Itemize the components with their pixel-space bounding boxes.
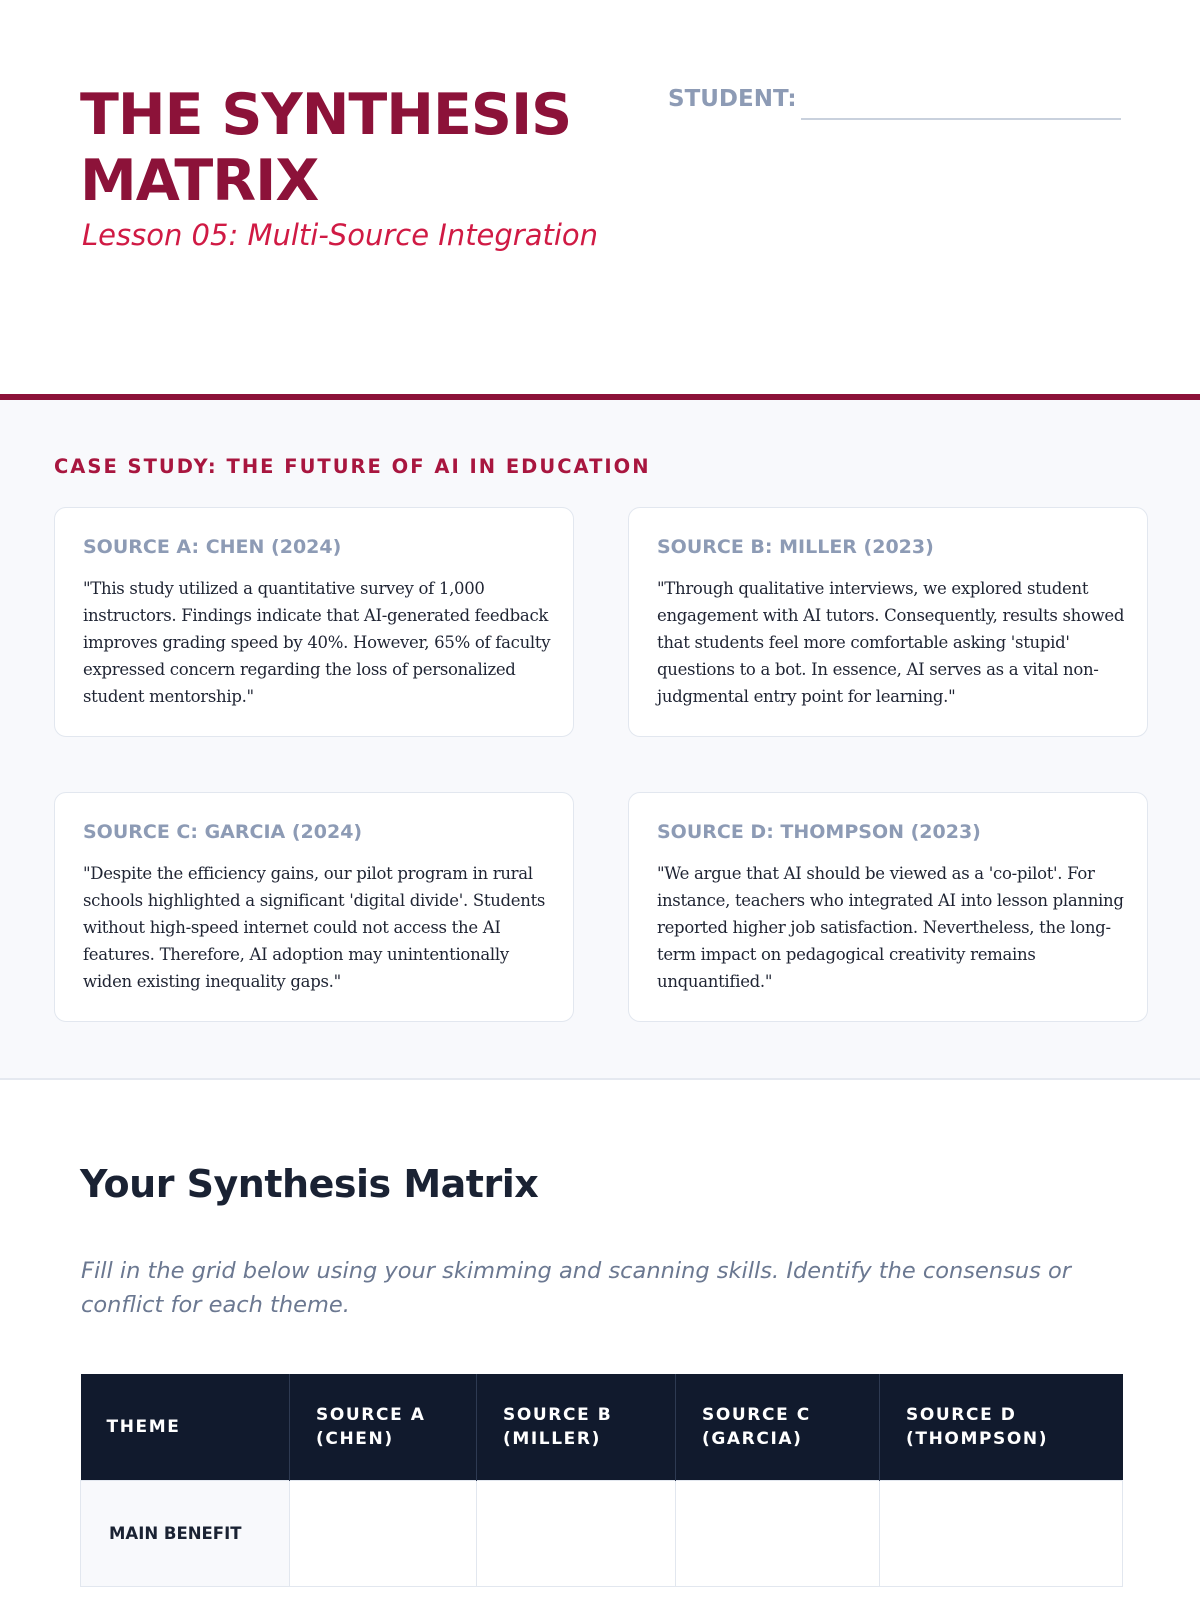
column-header-theme: THEME [81,1374,290,1480]
matrix-input-cell[interactable] [477,1480,676,1586]
source-card-quote: "We argue that AI should be viewed as a 'co-pilot'. For instance, teachers who integrated AI into lesson planning reported higher job satisfaction. Nevertheless, the long-term impact on pedagogical creativity remains unquantified." [657,864,1124,991]
source-card-c [54,792,574,1022]
matrix-instructions: Fill in the grid below using your skimming and scanning skills. Identify the consensus or conflict for each theme. [81,1258,1071,1318]
column-header-source-b: SOURCE B (MILLER) [477,1374,676,1480]
source-card-b [628,507,1148,737]
table-row [81,1480,1123,1586]
theme-cell: MAIN BENEFIT [81,1480,290,1586]
worksheet-header [0,0,1200,394]
source-card-quote: "Through qualitative interviews, we explored student engagement with AI tutors. Consequently, results showed that students feel more comfortable asking 'stupid' questions to a bot. In essence, AI serves as a vital non-judgmental entry point for learning." [657,579,1125,706]
matrix-input-cell[interactable] [880,1480,1123,1586]
source-card-a [54,507,574,737]
lesson-subtitle: Lesson 05: Multi-Source Integration [82,218,599,252]
synthesis-matrix-table [80,1374,1123,1587]
matrix-input-cell[interactable] [290,1480,477,1586]
source-card-d [628,792,1148,1022]
source-card-title: SOURCE A: CHEN (2024) [83,536,342,558]
matrix-header-row [81,1374,1123,1480]
page-title: THE SYNTHESIS MATRIX [80,82,572,214]
source-card-title: SOURCE D: THOMPSON (2023) [657,821,981,843]
student-name-field[interactable] [801,118,1121,120]
column-header-source-d: SOURCE D (THOMPSON) [880,1374,1123,1480]
student-label: STUDENT: [668,86,797,112]
source-card-title: SOURCE B: MILLER (2023) [657,536,934,558]
source-card-title: SOURCE C: GARCIA (2024) [83,821,363,843]
matrix-title: Your Synthesis Matrix [80,1162,539,1206]
case-study-heading: CASE STUDY: THE FUTURE OF AI IN EDUCATION [54,455,651,478]
matrix-input-cell[interactable] [676,1480,880,1586]
source-card-quote: "Despite the efficiency gains, our pilot program in rural schools highlighted a significant 'digital divide'. Students without high-speed internet could not access the AI features. Therefore, AI adoption may unintentionally widen existing inequality gaps." [83,864,546,991]
column-header-source-c: SOURCE C (GARCIA) [676,1374,880,1480]
column-header-source-a: SOURCE A (CHEN) [290,1374,477,1480]
case-study-section [0,400,1200,1080]
source-card-quote: "This study utilized a quantitative survey of 1,000 instructors. Findings indicate that AI-generated feedback improves grading speed by 40%. However, 65% of faculty expressed concern regarding the loss of personalized student mentorship." [83,579,551,706]
